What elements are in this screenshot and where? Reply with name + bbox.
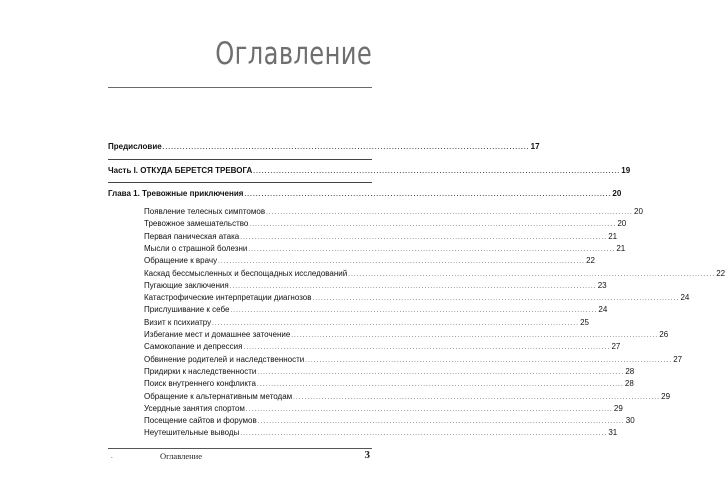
toc-section-page: 21: [608, 231, 618, 241]
toc-leader-dots: ................................................................................................................................: [257, 369, 625, 376]
toc-leader-dots: ................................................................................................................................: [244, 192, 612, 198]
toc-section-page: 27: [611, 342, 621, 352]
toc-section-label: Катастрофические интерпретации диагнозов: [144, 293, 312, 303]
toc-leader-dots: ................................................................................................................................: [348, 271, 716, 278]
toc-section-label: Самокопание и депрессия: [144, 342, 243, 352]
toc-section-label: Придирки к наследственности: [144, 366, 257, 376]
toc-entry-label: Часть I. ОТКУДА БЕРЕТСЯ ТРЕВОГА: [108, 166, 253, 175]
toc-section-label: Посещение сайтов и форумов: [144, 416, 257, 426]
toc-entry-page: 19: [621, 166, 631, 175]
toc-section-label: Мысли о страшной болезни: [144, 243, 248, 253]
toc-section-page: 27: [673, 354, 683, 364]
toc-leader-dots: ................................................................................................................................: [248, 246, 616, 253]
toc-entry-label: Глава 1. Тревожные приключения: [108, 189, 244, 198]
toc-section-label: Каскад бессмысленных и беспощадных исследований: [144, 268, 348, 278]
toc-section-label: Усердные занятия спортом: [144, 403, 245, 413]
toc-entry-page: 17: [530, 142, 540, 151]
toc-entry-preface[interactable]: [108, 140, 540, 154]
toc-section-page: 29: [613, 403, 623, 413]
toc-section-label: Визит к психиатру: [144, 317, 212, 327]
toc-leader-dots: ................................................................................................................................: [256, 382, 624, 389]
toc-section-label: Прислушивание к себе: [144, 305, 230, 315]
toc-leader-dots: ................................................................................................................................: [305, 357, 673, 364]
running-footer-title: Оглавление: [160, 451, 202, 461]
toc-section-page: 25: [580, 317, 590, 327]
toc-leader-dots: ................................................................................................................................: [266, 210, 634, 216]
toc-leader-dots: ................................................................................................................................: [162, 145, 530, 151]
toc-section-page: 20: [617, 219, 627, 229]
toc-divider: [108, 182, 372, 183]
toc-section-label: Тревожное замешательство: [144, 219, 249, 229]
toc-leader-dots: ................................................................................................................................: [218, 259, 586, 266]
toc-leader-dots: ................................................................................................................................: [257, 419, 625, 426]
toc-section-entry[interactable]: [144, 426, 618, 440]
toc-section-page: 31: [608, 428, 618, 438]
toc-leader-dots: ................................................................................................................................: [293, 394, 661, 401]
toc-leader-dots: ................................................................................................................................: [240, 234, 608, 241]
toc-leader-dots: ................................................................................................................................: [245, 406, 613, 413]
toc-leader-dots: ................................................................................................................................: [249, 222, 617, 229]
toc-leader-dots: ................................................................................................................................: [212, 320, 580, 327]
toc-section-page: 23: [597, 280, 607, 290]
toc-section-label: Пугающие заключения: [144, 280, 229, 290]
toc-section-page: 22: [586, 256, 595, 266]
toc-section-label: Неутешительные выводы: [144, 428, 240, 438]
toc-section-page: 30: [625, 416, 635, 426]
toc-section-label: Поиск внутреннего конфликта: [144, 379, 256, 389]
toc-section-label: Обращение к альтернативным методам: [144, 391, 293, 401]
footer-mark: .: [111, 452, 113, 460]
toc-section-label: Избегание мест и домашнее заточение: [144, 330, 291, 339]
toc-entry-part-1[interactable]: [108, 164, 631, 178]
toc-section-page: 26: [659, 330, 669, 339]
page-number: 3: [364, 449, 370, 461]
toc-section-page: 24: [680, 293, 690, 303]
toc-section-page: 22: [716, 268, 725, 278]
toc-leader-dots: ................................................................................................................................: [291, 333, 659, 339]
toc-divider: [108, 159, 372, 160]
toc-section-page: 29: [661, 391, 671, 401]
toc-leader-dots: ................................................................................................................................: [243, 345, 611, 352]
toc-leader-dots: ................................................................................................................................: [229, 283, 597, 290]
toc-entry-page: 20: [612, 189, 622, 198]
page-title: Оглавление: [215, 36, 372, 72]
toc-section-page: 28: [625, 366, 635, 376]
toc-leader-dots: ................................................................................................................................: [253, 169, 621, 175]
toc-section-page: 24: [598, 305, 608, 315]
toc-section-label: Появление телесных симптомов: [144, 207, 266, 216]
toc-section-page: 21: [616, 243, 626, 253]
toc-leader-dots: ................................................................................................................................: [230, 308, 598, 315]
toc-section-label: Обвинение родителей и наследственности: [144, 354, 305, 364]
toc-section-page: 28: [624, 379, 634, 389]
toc-entry-chapter-1[interactable]: [108, 187, 622, 201]
toc-section-label: Первая паническая атака: [144, 231, 240, 241]
footer-rule: [108, 448, 372, 449]
toc-leader-dots: ................................................................................................................................: [240, 431, 608, 438]
toc-section-page: 20: [634, 207, 643, 216]
title-rule: [108, 87, 372, 88]
toc-entry-label: Предисловие: [108, 142, 162, 151]
toc-section-label: Обращение к врачу: [144, 256, 218, 266]
toc-leader-dots: ................................................................................................................................: [312, 296, 680, 303]
